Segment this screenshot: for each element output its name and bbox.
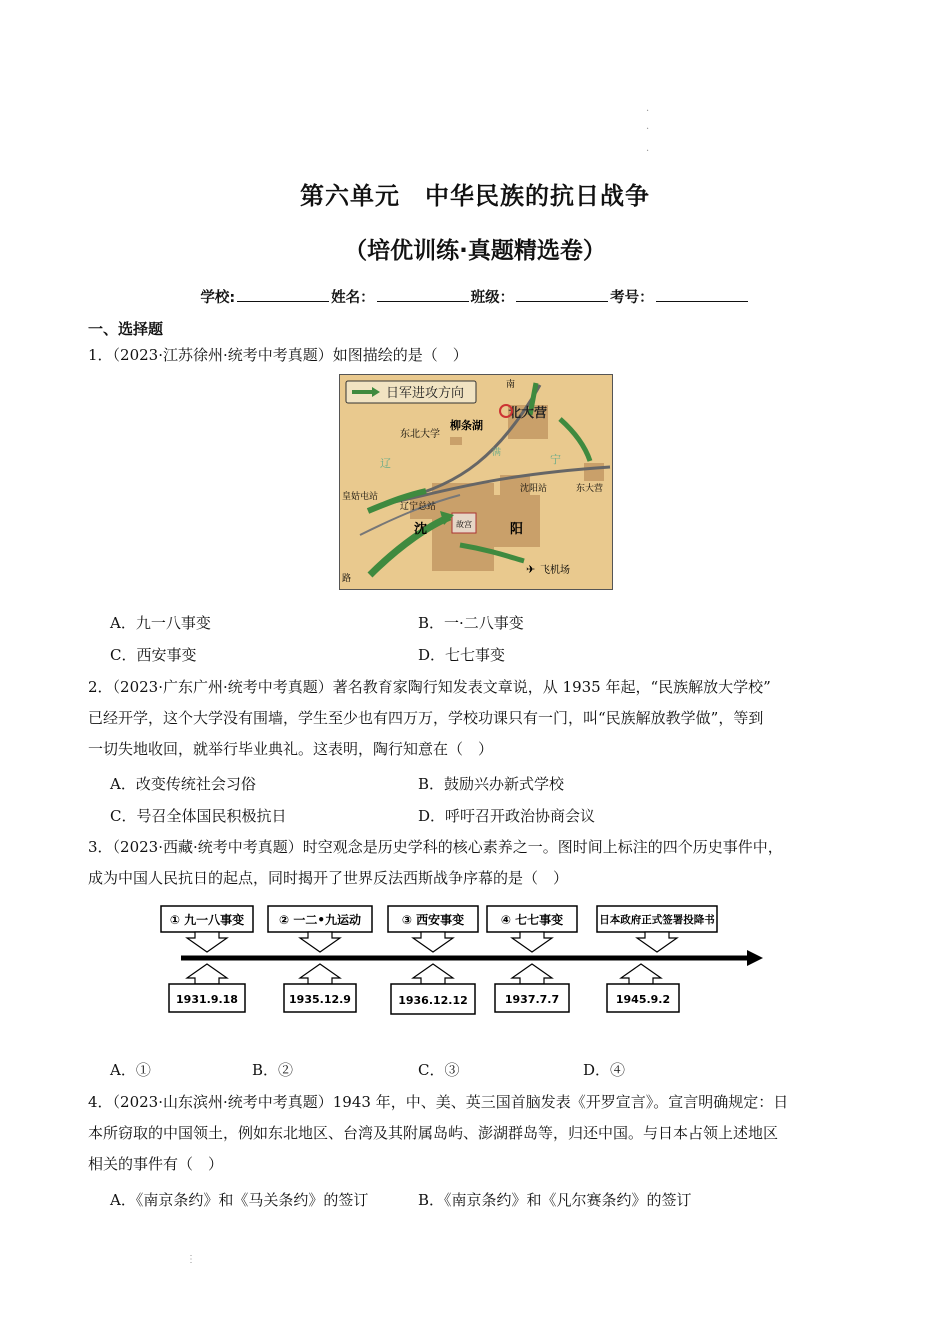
- page-title: 第六单元 中华民族的抗日战争: [300, 182, 650, 210]
- map-label: 宁: [550, 453, 561, 466]
- date-box-2: [284, 964, 356, 1012]
- q2-option-c[interactable]: C．号召全体国民积极抗日: [110, 807, 287, 825]
- timeline-figure: [155, 900, 775, 1020]
- event-label: 日本政府正式签署投降书: [599, 914, 715, 926]
- section-heading: 一、选择题: [88, 320, 164, 338]
- map-label: 柳条湖: [450, 419, 483, 432]
- q2-option-a[interactable]: A．改变传统社会习俗: [110, 775, 256, 793]
- map-label: 路: [342, 574, 352, 584]
- date-box-3: [391, 964, 475, 1014]
- attack-arrow: [560, 419, 590, 461]
- question-2-line-1: 2．（2023·广东广州·统考中考真题）著名教育家陶行知发表文章说，从 1935 年起，“民族解放大学校”: [88, 678, 771, 696]
- map-label: 沈: [414, 522, 428, 537]
- map-label: 南: [506, 380, 516, 390]
- date-label: 1937.7.7: [504, 993, 560, 1006]
- map-label: 辽: [380, 457, 391, 470]
- map-dongdaying-block: [584, 463, 604, 481]
- question-4-line-2: 本所窃取的中国领土，例如东北地区、台湾及其附属岛屿、澎湖群岛等，归还中国。与日本占领上述地区: [88, 1124, 779, 1142]
- date-label: 1945.9.2: [615, 993, 671, 1006]
- student-info-line: [0, 286, 950, 307]
- question-2-line-3: 一切失地收回，就举行毕业典礼。这表明，陶行知意在（ ）: [88, 740, 494, 758]
- school-blank[interactable]: [237, 287, 329, 302]
- question-1-stem: 1．（2023·江苏徐州·统考中考真题）如图描绘的是（ ）: [88, 346, 468, 364]
- map-label: 皇姑屯站: [342, 492, 379, 502]
- q4-option-b[interactable]: B．《南京条约》和《凡尔赛条约》的签订: [418, 1191, 692, 1209]
- date-label: 1931.9.18: [176, 993, 238, 1006]
- question-4-line-3: 相关的事件有（ ）: [88, 1155, 224, 1173]
- q4-option-a[interactable]: A．《南京条约》和《马关条约》的签订: [110, 1191, 369, 1209]
- decor-dot: ·: [646, 124, 650, 135]
- map-label: 沈阳站: [520, 484, 548, 494]
- decor-dot: ·: [646, 146, 650, 157]
- decor-dot: ⋮: [186, 1254, 196, 1265]
- q1-option-b[interactable]: B．一·二八事变: [418, 614, 524, 632]
- date-label: 1935.12.9: [289, 993, 351, 1006]
- q1-option-c[interactable]: C．西安事变: [110, 646, 197, 664]
- event-label: ③ 西安事变: [401, 913, 465, 927]
- date-label: 1936.12.12: [398, 994, 468, 1007]
- q2-option-b[interactable]: B．鼓励兴办新式学校: [418, 775, 565, 793]
- page-subtitle: （培优训练·真题精选卷）: [344, 238, 606, 264]
- q1-option-a[interactable]: A．九一八事变: [110, 614, 211, 632]
- map-label: 满: [492, 448, 502, 458]
- map-label: 飞机场: [540, 565, 570, 576]
- plane-icon: ✈: [526, 563, 536, 576]
- name-label: 姓名：: [331, 290, 375, 306]
- map-label: 阳: [510, 522, 524, 537]
- q3-option-b[interactable]: B．②: [252, 1061, 294, 1079]
- q3-option-c[interactable]: C．③: [418, 1061, 460, 1079]
- event-box-3: [388, 906, 478, 952]
- q3-option-d[interactable]: D．④: [583, 1061, 626, 1079]
- date-box-1: [169, 964, 245, 1012]
- map-legend-text: 日军进攻方向: [386, 386, 465, 401]
- map-label: 故宫: [456, 520, 472, 529]
- event-label: ① 九一八事变: [169, 913, 245, 927]
- class-label: 班级：: [470, 290, 515, 306]
- event-box-1: [161, 906, 253, 952]
- event-label: ② 一二•九运动: [278, 913, 362, 927]
- q2-option-d[interactable]: D．呼吁召开政治协商会议: [418, 807, 596, 825]
- number-label: 考号：: [610, 290, 654, 306]
- question-3-line-1: 3．（2023·西藏·统考中考真题）时空观念是历史学科的核心素养之一。图时间上标注的四个历史事件中，: [88, 838, 783, 856]
- date-box-4: [495, 964, 569, 1012]
- event-box-4: [487, 906, 577, 952]
- class-blank[interactable]: [516, 287, 608, 302]
- number-blank[interactable]: [656, 287, 748, 302]
- question-4-line-1: 4．（2023·山东滨州·统考中考真题）1943 年，中、美、英三国首脑发表《开罗宣言》。宣言明确规定：日: [88, 1093, 789, 1111]
- q3-option-a[interactable]: A．①: [110, 1061, 151, 1079]
- name-blank[interactable]: [377, 287, 469, 302]
- timeline-svg: [155, 900, 775, 1020]
- question-2-line-2: 已经开学，这个大学没有围墙，学生至少也有四万万，学校功课只有一门，叫“民族解放教学做”，等到: [88, 709, 764, 727]
- event-label: ④ 七七事变: [500, 913, 564, 927]
- map-label: 北大营: [508, 406, 548, 421]
- map-label: 东北大学: [400, 429, 440, 440]
- mukden-map-image: [339, 374, 613, 590]
- school-label: 学校:: [200, 290, 236, 306]
- date-box-5: [607, 964, 679, 1012]
- question-3-line-2: 成为中国人民抗日的起点，同时揭开了世界反法西斯战争序幕的是（ ）: [88, 869, 569, 887]
- timeline-axis-arrowhead: [747, 950, 763, 966]
- decor-dot: ·: [646, 106, 650, 117]
- q1-option-d[interactable]: D．七七事变: [418, 646, 506, 664]
- map-label: 东大营: [576, 484, 604, 494]
- map-label: 辽宁总站: [400, 502, 437, 512]
- map-neu-block: [450, 437, 462, 445]
- map-svg: [340, 375, 612, 589]
- event-box-2: [268, 906, 372, 952]
- event-box-5: [597, 906, 717, 952]
